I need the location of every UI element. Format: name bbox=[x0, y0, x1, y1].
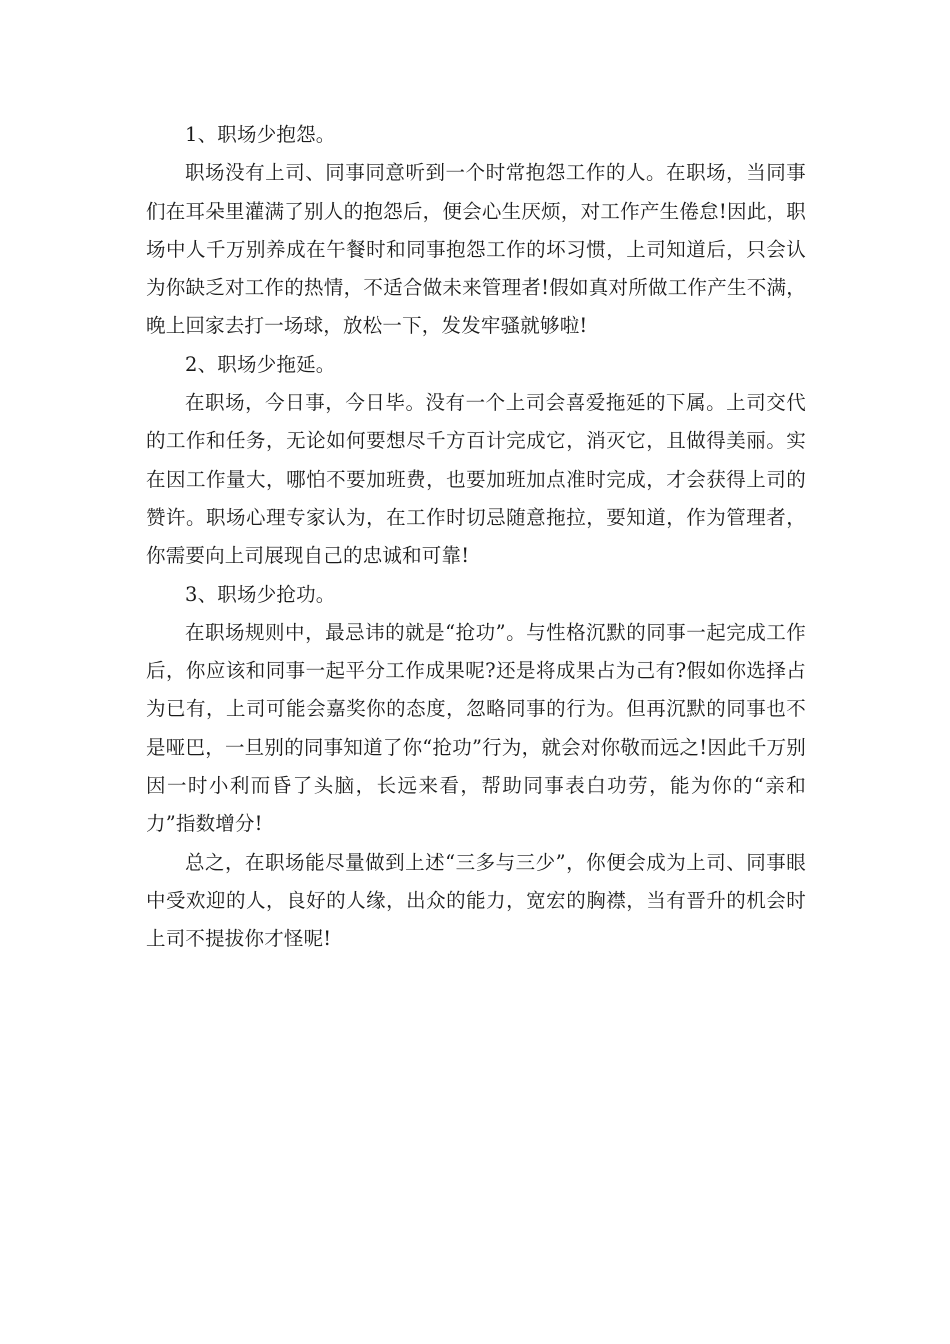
section-3-body: 在职场规则中，最忌讳的就是“抢功”。与性格沉默的同事一起完成工作后，你应该和同事一起平分工作成果呢?还是将成果占为己有?假如你选择占为已有，上司可能会嘉奖你的态度，忽略同事的行为。但再沉默的同事也不是哑巴，一旦别的同事知道了你“抢功”行为，就会对你敬而远之!因此千万别因一时小利而昏了头脑，长远来看，帮助同事表白功劳，能为你的“亲和力”指数增分! bbox=[146, 620, 806, 836]
section-2-heading: 2、职场少拖延。 bbox=[185, 352, 336, 376]
section-1-heading: 1、职场少抱怨。 bbox=[185, 123, 336, 146]
document-page bbox=[146, 116, 806, 959]
section-3-heading: 3、职场少抢功。 bbox=[185, 582, 336, 606]
conclusion-paragraph: 总之，在职场能尽量做到上述“三多与三少”，你便会成为上司、同事眼中受欢迎的人，良好的人缘，出众的能力，宽宏的胸襟，当有晋升的机会时上司不提拔你才怪呢! bbox=[146, 850, 806, 951]
section-2-body: 在职场，今日事，今日毕。没有一个上司会喜爱拖延的下属。上司交代的工作和任务，无论如何要想尽千方百计完成它，消灭它，且做得美丽。实在因工作量大，哪怕不要加班费，也要加班加点准时完成，才会获得上司的赞许。职场心理专家认为，在工作时切忌随意拖拉，要知道，作为管理者，你需要向上司展现自己的忠诚和可靠! bbox=[146, 391, 806, 568]
section-1-body: 职场没有上司、同事同意听到一个时常抱怨工作的人。在职场，当同事们在耳朵里灌满了别人的抱怨后，便会心生厌烦，对工作产生倦怠!因此，职场中人千万别养成在午餐时和同事抱怨工作的坏习惯，上司知道后，只会认为你缺乏对工作的热情，不适合做未来管理者!假如真对所做工作产生不满，晚上回家去打一场球，放松一下，发发牢骚就够啦! bbox=[146, 161, 806, 338]
